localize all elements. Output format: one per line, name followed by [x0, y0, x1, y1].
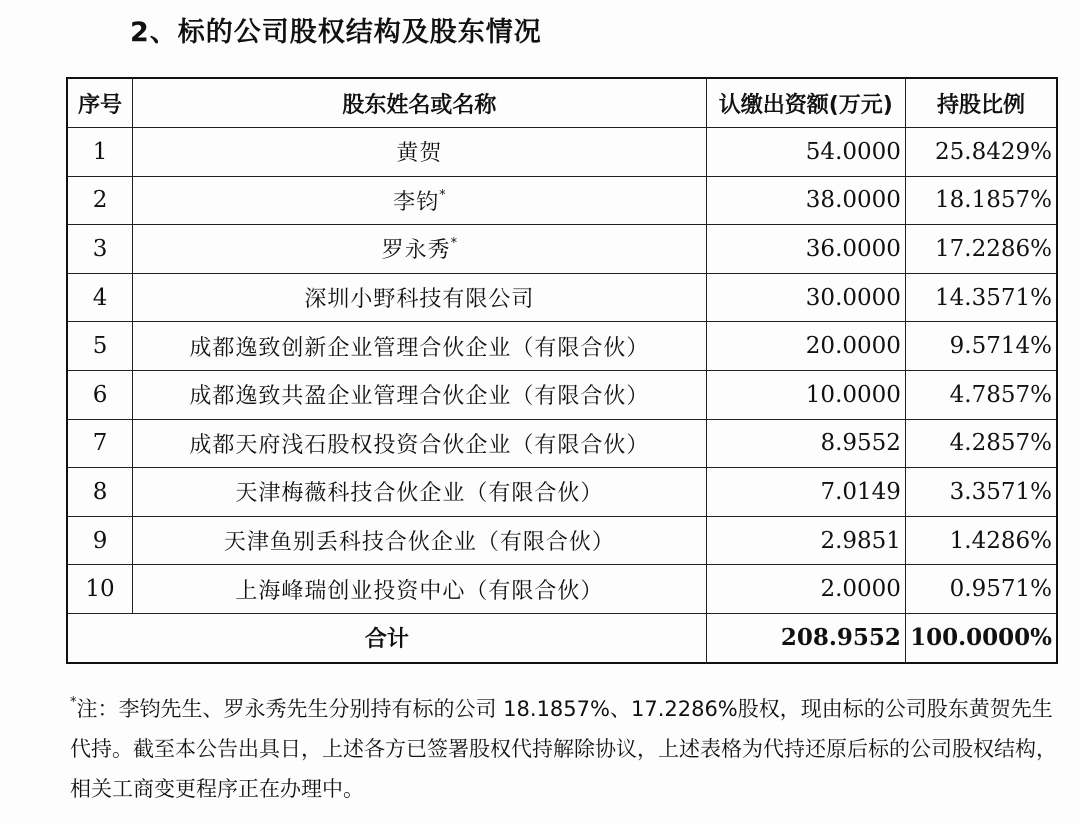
row-amount: 10.0000 — [706, 370, 905, 419]
row-amount: 38.0000 — [706, 176, 905, 225]
total-row — [67, 613, 1057, 662]
row-amount: 2.9851 — [706, 516, 905, 565]
row-ratio: 25.8429% — [905, 128, 1057, 177]
row-shareholder-name — [133, 370, 707, 419]
row-amount: 2.0000 — [706, 565, 905, 614]
section-heading: 2、标的公司股权结构及股东情况 — [130, 17, 542, 48]
table-row — [67, 128, 1057, 177]
row-seq: 7 — [67, 419, 133, 468]
shareholder-name-text: 成都天府浅石股权投资合伙企业（有限合伙） — [189, 432, 650, 458]
shareholder-name-text: 深圳小野科技有限公司 — [304, 287, 535, 313]
row-ratio: 14.3571% — [905, 273, 1057, 322]
shareholder-name-text: 上海峰瑞创业投资中心（有限合伙） — [235, 578, 604, 604]
row-amount: 54.0000 — [706, 128, 905, 177]
table-row — [67, 370, 1057, 419]
row-amount: 8.9552 — [706, 419, 905, 468]
row-shareholder-name — [133, 128, 707, 177]
row-ratio: 3.3571% — [905, 468, 1057, 517]
header-seq: 序号 — [67, 78, 133, 128]
row-shareholder-name — [133, 516, 707, 565]
row-ratio: 18.1857% — [905, 176, 1057, 225]
row-ratio: 9.5714% — [905, 322, 1057, 371]
shareholder-table — [66, 77, 1058, 664]
footnote-text: 注：李钧先生、罗永秀先生分别持有标的公司 18.1857%、17.2286%股权，现由标的公司股东黄贺先生代持。截至本公告出具日，上述各方已签署股权代持解除协议，上述表格为代持还原后标的公司股权结构，相关工商变更程序正在办理中。 — [70, 697, 1057, 801]
shareholder-name-text: 黄贺 — [396, 141, 443, 167]
row-ratio: 4.2857% — [905, 419, 1057, 468]
table-body — [67, 128, 1057, 614]
row-ratio: 17.2286% — [905, 225, 1057, 274]
row-amount: 7.0149 — [706, 468, 905, 517]
row-seq: 1 — [67, 128, 133, 177]
row-amount: 20.0000 — [706, 322, 905, 371]
footnote-mark: * — [70, 695, 77, 710]
row-ratio: 1.4286% — [905, 516, 1057, 565]
row-seq: 8 — [67, 468, 133, 517]
total-label: 合计 — [67, 613, 706, 662]
shareholder-name-text: 李钧 — [393, 189, 440, 215]
table-row — [67, 468, 1057, 517]
table-row — [67, 516, 1057, 565]
shareholder-name-text: 成都逸致创新企业管理合伙企业（有限合伙） — [189, 335, 650, 361]
table-row — [67, 419, 1057, 468]
row-shareholder-name — [133, 468, 707, 517]
shareholder-name-text: 罗永秀 — [381, 238, 451, 264]
footnote-reference-mark: * — [439, 187, 446, 203]
total-amount: 208.9552 — [706, 613, 905, 662]
table-header-row — [67, 78, 1057, 128]
row-shareholder-name — [133, 176, 707, 225]
row-shareholder-name — [133, 273, 707, 322]
total-ratio: 100.0000% — [905, 613, 1057, 662]
row-amount: 36.0000 — [706, 225, 905, 274]
row-seq: 10 — [67, 565, 133, 614]
row-seq: 3 — [67, 225, 133, 274]
row-shareholder-name — [133, 565, 707, 614]
row-shareholder-name — [133, 322, 707, 371]
table-row — [67, 176, 1057, 225]
shareholder-name-text: 天津梅薇科技合伙企业（有限合伙） — [235, 481, 604, 507]
footnote-reference-mark: * — [450, 236, 458, 252]
footnote — [70, 683, 1060, 809]
table-row — [67, 565, 1057, 614]
row-seq: 5 — [67, 322, 133, 371]
table-row — [67, 225, 1057, 274]
table-row — [67, 322, 1057, 371]
header-amount: 认缴出资额(万元) — [706, 78, 905, 128]
row-ratio: 0.9571% — [905, 565, 1057, 614]
row-shareholder-name — [133, 419, 707, 468]
row-seq: 2 — [67, 176, 133, 225]
table-row — [67, 273, 1057, 322]
shareholder-name-text: 成都逸致共盈企业管理合伙企业（有限合伙） — [189, 384, 650, 410]
row-seq: 6 — [67, 370, 133, 419]
row-seq: 4 — [67, 273, 133, 322]
row-amount: 30.0000 — [706, 273, 905, 322]
row-ratio: 4.7857% — [905, 370, 1057, 419]
row-shareholder-name — [133, 225, 707, 274]
header-ratio: 持股比例 — [905, 78, 1057, 128]
row-seq: 9 — [67, 516, 133, 565]
shareholder-name-text: 天津鱼别丢科技合伙企业（有限合伙） — [223, 530, 615, 556]
header-name: 股东姓名或名称 — [133, 78, 707, 128]
